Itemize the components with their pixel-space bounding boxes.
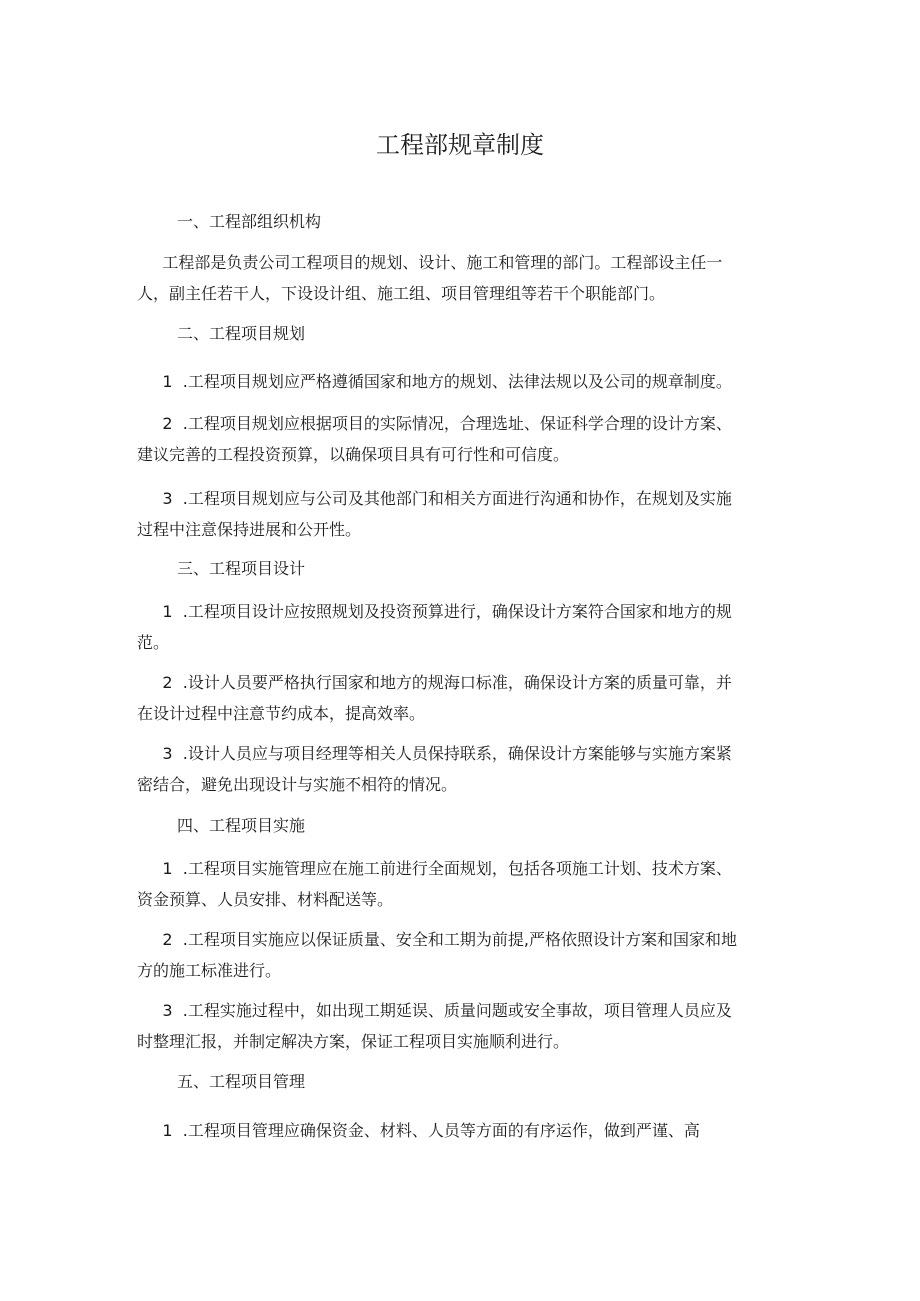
paragraph-management-1: 1 .工程项目管理应确保资金、材料、人员等方面的有序运作，做到严谨、高	[137, 1121, 700, 1140]
paragraph-planning-3: 3 .工程项目规划应与公司及其他部门和相关方面进行沟通和协作，在规划及实施 过程中注意保持进展和公开性。	[137, 489, 732, 539]
document-title: 工程部规章制度	[376, 131, 544, 159]
section-heading-1: 一、工程部组织机构	[177, 212, 322, 231]
paragraph-org-structure: 工程部是负责公司工程项目的规划、设计、施工和管理的部门。工程部设主任一 人，副主任若干人，下设设计组、施工组、项目管理组等若干个职能部门。	[137, 253, 723, 303]
section-heading-5: 五、工程项目管理	[177, 1072, 306, 1091]
paragraph-planning-1: 1 .工程项目规划应严格遵循国家和地方的规划、法律法规以及公司的规章制度。	[137, 372, 732, 391]
paragraph-planning-2: 2 .工程项目规划应根据项目的实际情况，合理选址、保证科学合理的设计方案、 建议完善的工程投资预算，以确保项目具有可行性和可信度。	[137, 414, 732, 464]
paragraph-design-3: 3 .设计人员应与项目经理等相关人员保持联系，确保设计方案能够与实施方案紧 密结合，避免出现设计与实施不相符的情况。	[137, 744, 732, 794]
paragraph-implementation-3: 3 .工程实施过程中，如出现工期延误、质量问题或安全事故，项目管理人员应及 时整理汇报，并制定解决方案，保证工程项目实施顺利进行。	[137, 1001, 732, 1051]
paragraph-implementation-1: 1 .工程项目实施管理应在施工前进行全面规划，包括各项施工计划、技术方案、 资金预算、人员安排、材料配送等。	[137, 859, 732, 909]
paragraph-design-2: 2 .设计人员要严格执行国家和地方的规海口标准，确保设计方案的质量可靠，并 在设计过程中注意节约成本，提高效率。	[137, 673, 732, 723]
section-heading-2: 二、工程项目规划	[177, 324, 306, 343]
paragraph-design-1: 1 .工程项目设计应按照规划及投资预算进行，确保设计方案符合国家和地方的规 范。	[137, 602, 732, 652]
section-heading-3: 三、工程项目设计	[177, 559, 306, 578]
section-heading-4: 四、工程项目实施	[177, 816, 306, 835]
paragraph-implementation-2: 2 .工程项目实施应以保证质量、安全和工期为前提,严格依照设计方案和国家和地 方的施工标准进行。	[137, 930, 737, 980]
